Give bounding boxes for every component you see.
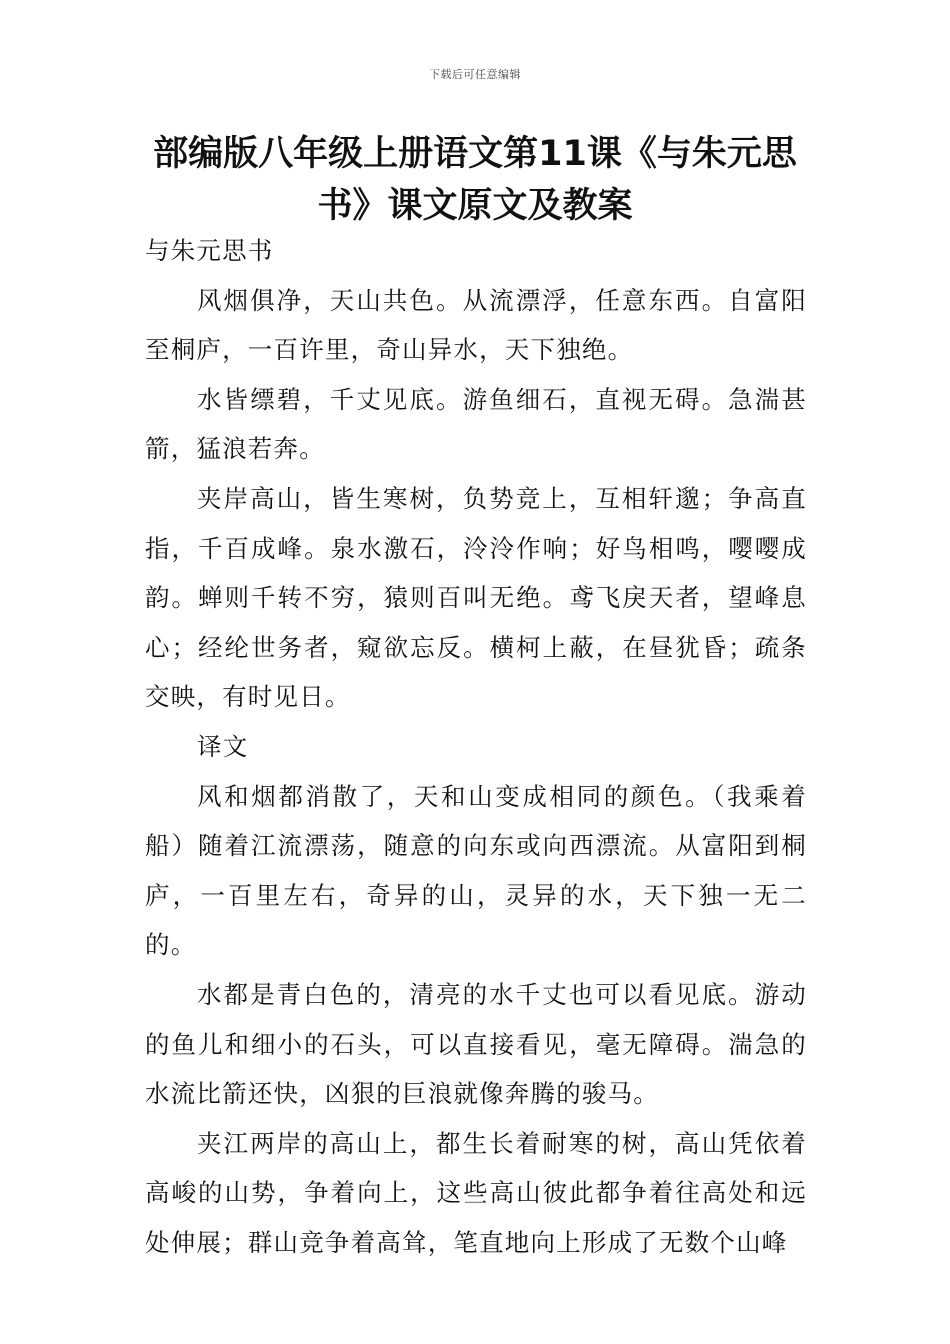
paragraph-original-3: 夹岸高山，皆生寒树，负势竞上，互相轩邈；争高直指，千百成峰。泉水激石，泠泠作响；好鸟相鸣，嘤嘤成韵。蝉则千转不穷，猿则百叫无绝。鸢飞戾天者，望峰息心；经纶世务者，窥欲忘反。横柯上蔽，在昼犹昏；疏条交映，有时见日。: [145, 483, 807, 712]
section-heading: 与朱元思书: [145, 236, 274, 265]
translation-heading: 译文: [197, 731, 249, 761]
paragraph-translation-3: 夹江两岸的高山上，都生长着耐寒的树，高山凭依着高峻的山势，争着向上，这些高山彼此都争着往高处和远处伸展；群山竞争着高耸，笔直地向上形成了无数个山峰: [145, 1128, 807, 1257]
paragraph-original-1: 风烟俱净，天山共色。从流漂浮，任意东西。自富阳至桐庐，一百许里，奇山异水，天下独绝。: [145, 285, 807, 365]
download-note: 下载后可任意编辑: [429, 68, 521, 81]
paragraph-original-2: 水皆缥碧，千丈见底。游鱼细石，直视无碍。急湍甚箭，猛浪若奔。: [145, 384, 807, 464]
document-body: [145, 226, 807, 1267]
document-title: 部编版八年级上册语文第11课《与朱元思书》课文原文及教案: [153, 134, 797, 226]
paragraph-translation-2: 水都是青白色的，清亮的水千丈也可以看见底。游动的鱼儿和细小的石头，可以直接看见，毫无障碍。湍急的水流比箭还快，凶狠的巨浪就像奔腾的骏马。: [145, 979, 807, 1109]
paragraph-translation-1: 风和烟都消散了，天和山变成相同的颜色。（我乘着船）随着江流漂荡，随意的向东或向西漂流。从富阳到桐庐，一百里左右，奇异的山，灵异的水，天下独一无二的。: [145, 781, 807, 960]
